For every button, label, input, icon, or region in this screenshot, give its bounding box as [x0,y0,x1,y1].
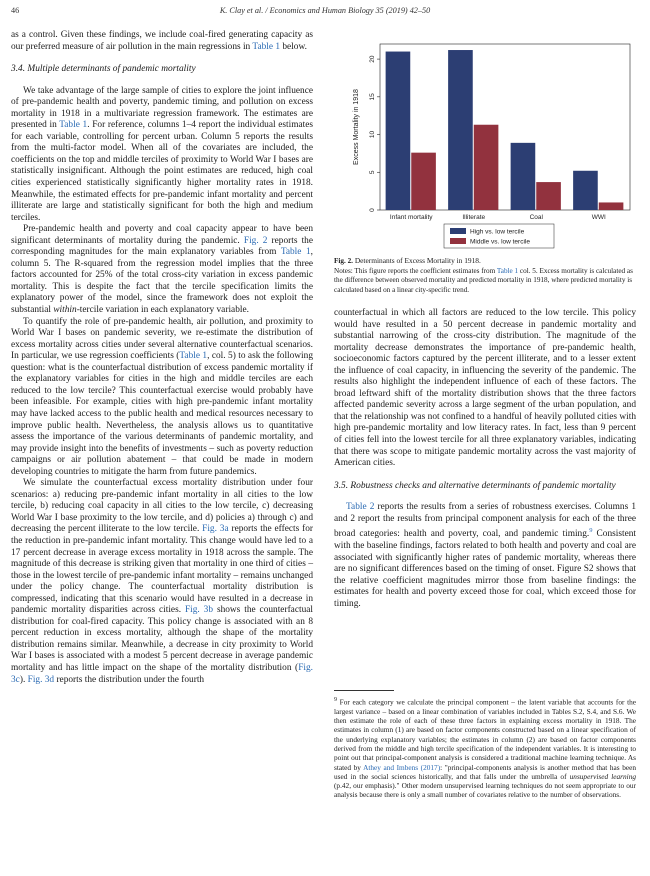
paragraph: Table 2 reports the results from a series of robustness exercises. Columns 1 and 2 report the results from principal component analysis for each of the three broad categories: health and poverty, coal, and pandemic timing.$^9$ Consistent with the baseline findings, factors related to both health and poverty and coal are associated with significantly higher rates of pandemic mortality, whereas there are no significant differences based on the timing of onset. Figure S2 shows that the relative coefficient magnitudes mirror those from baseline findings: the estimates for health and poverty exceed those for coal, which exceed those for timing. [334,502,637,609]
figure-link[interactable]: Fig. 3d [27,674,55,685]
footnote: $^9$ For each category we calculate the principal component – the latent variable that accounts for the largest variance – based on a linear combination of variables included in Tables S.2, S.4, and S.6. We then estimate the role of each of these three factors in explaining excess mortality in 1918. The estimates in column (1) are based on factor components constructed based on a linear specification of the underlying explanatory variables; the estimates in column (2) are based on factor components derived from the middle and high tercile specification of the independent variables. It is interesting to point out that principal-component analysis is considered a traditional machine learning technique. As stated by Athey and Imbens (2017): "principal-components analysis is another method that has been used in the social sciences historically, and that falls under the umbrella of unsupervised learning (p.42, our emphasis)." Other modern unsupervised learning techniques do not seem appropriate to our analysis because there is only a small number of covariates relative to the number of observations. [334,697,636,800]
x-tick-label: Illiterate [462,214,486,221]
bar [511,143,536,210]
bar [474,125,499,210]
y-tick-label: 0 [369,208,376,212]
y-axis-label: Excess Mortality in 1918 [353,89,360,165]
bar [536,182,561,210]
x-tick-label: WWI [591,214,606,221]
y-tick-label: 20 [369,55,376,63]
table-link[interactable]: Table 2 [346,502,375,513]
figure-2 [334,14,636,254]
legend-swatch [450,228,466,234]
section-heading: 3.5. Robustness checks and alternative determinants of pandemic mortality [334,480,616,491]
figure-link[interactable]: Fig. 3a [202,524,229,535]
citation-link[interactable]: Athey and Imbens (2017) [363,762,441,772]
footnote-divider [334,690,394,691]
caption-title: Determinants of Excess Mortality in 1918. [352,256,481,265]
legend-label: Middle vs. low tercile [470,238,530,246]
figure-link[interactable]: Fig. 3b [184,605,214,616]
caption-notes: Notes: This figure reports the coefficient estimates from Table 1 col. 5. Excess mortality is calculated as the difference between observed mortality and predicted mortality in 1918, where predicted mortality is calculated based on a linear city-specific trend. [334,266,633,294]
running-head: K. Clay et al. / Economics and Human Biology 35 (2019) 42–50 [219,6,431,15]
bar-chart [334,14,636,254]
y-tick-label: 10 [369,130,376,139]
figure-link[interactable]: Fig. 2 [243,235,268,246]
paragraph: We take advantage of the large sample of cities to explore the joint influence of pre-pandemic health and poverty, pandemic timing, and pollution on excess mortality in 1918 in a multivariate regression framework. The estimates are presented in Table 1. For reference, columns 1–4 report the individual estimates for each variable, controlling for percent urban. Column 5 reports the results from the multi-factor model. When all of the covariates are included, the coefficients on the top and middle terciles of proximity to World War I bases are statistically insignificant. Although the point estimates are reduced, high coal cities experienced statistically significantly higher mortality rates in 1918. Meanwhile, the estimated effects for pre-pandemic infant mortality and percent illiterate are large and statistically significant for both the high and medium terciles. [11,85,313,223]
figure-link[interactable]: Fig. 3c [11,662,313,685]
x-tick-label: Infant mortality [389,214,433,221]
paragraph: To quantify the role of pre-pandemic health, air pollution, and proximity to World War I bases on pandemic severity, we re-estimate the distribution of excess mortality across cities under several alternative counterfactual scenarios. In particular, we use regression coefficients (Table 1, col. 5) to ask the following question: what is the counterfactual distribution of excess pandemic mortality if the explanatory variables for cities in the high and middle terciles are each reduced to the low tercile? This counterfactual exercise would probably have been infeasible. For example, cities with high pre-pandemic infant mortality may have lacked access to the public health and medical resources necessary to improve public health. Nevertheless, the analysis allows us to quantitative assess the importance of the various determinants of pandemic mortality, and may provide insight into the benefits of investments – such as poverty reduction campaigns or air pollution abatement – that could be made in modern developing countries to mitigate the harm from future pandemics. [11,316,313,477]
section-heading: 3.4. Multiple determinants of pandemic mortality [11,64,196,75]
legend-label: High vs. low tercile [470,228,525,236]
table-link[interactable]: Table 1 [179,351,208,362]
paragraph: We simulate the counterfactual excess mortality distribution under four scenarios: a) reducing pre-pandemic infant mortality in all cities to the low tercile, b) reducing coal capacity in all cities to the low tercile, c) decreasing World War I base proximity to the low tercile, and d) policies a) through c) and decreasing the percent illiterate to the low tercile. Fig. 3a reports the effects for the reduction in pre-pandemic infant mortality. This change would have led to a 17 percent decrease in average excess mortality in 1918 across the sample. The magnitude of this decrease is striking given that mortality in one third of cities – those in the lowest tercile of pre-pandemic infant mortality – remains unchanged under the policy change. The counterfactual mortality distribution is compressed, indicating that this scenario would have resulted in a decrease in pandemic mortality disparities across cities. Fig. 3b shows the counterfactual distribution for coal-fired capacity. This policy change is associated with an 8 percent reduction in excess mortality, although the shape of the mortality distribution remains similar. Meanwhile, a decrease in city proximity to World War I bases is associated with a modest 5 percent decrease in average pandemic mortality and has little impact on the shape of the mortality distribution (Fig. 3c). Fig. 3d reports the distribution under the fourth [11,478,313,685]
x-tick-label: Coal [529,214,543,221]
y-tick-label: 15 [369,93,376,101]
table-link[interactable]: Table 1 [280,247,311,258]
legend-swatch [450,238,466,244]
caption-label: Fig. 2. [334,257,353,265]
bar [573,171,598,210]
figure-caption [334,256,636,295]
y-tick-label: 5 [369,170,376,175]
right-column [334,308,636,610]
bar [386,52,411,210]
bar [599,202,624,210]
footnote-mark: 9 [334,697,337,703]
left-column [11,30,313,686]
table-link[interactable]: Table 1 [59,120,88,131]
table-link[interactable]: Table 1 [496,266,519,275]
bar [448,50,473,210]
paragraph: as a control. Given these findings, we include coal-fired generating capacity as our preferred measure of air pollution in the main regressions in Table 1 below. [11,30,313,52]
page-number: 46 [11,6,20,15]
table-link[interactable]: Table 1 [252,41,281,52]
bar [411,153,436,210]
paragraph: counterfactual in which all factors are reduced to the low tercile. This policy would have resulted in a 50 percent decrease in pandemic mortality and substantial narrowing of the cross-city distribution. The magnitude of the mortality decrease demonstrates the importance of pre-pandemic health, socioeconomic factors captured by the percent illiterate, and to a lesser extent the influence of coal capacity, in influencing the severity of the pandemic. The results also highlight the independent influence of each of these factors. The broad leftward shift of the mortality distribution shows that the three factors affected pandemic severity across a large segment of the urban population, and that the relationship was not confined to a handful of heavily polluted cities with high pre-pandemic mortality and low literacy rates. In fact, less than 9 percent of cities fell into the lowest tercile for all three explanatory variables, indicating that there was scope to mitigate pandemic mortality across the vast majority of American cities. [334,308,636,469]
footnote-ref[interactable]: 9 [589,527,593,535]
paragraph: Pre-pandemic health and poverty and coal capacity appear to have been significant determinants of mortality during the pandemic. Fig. 2 reports the corresponding magnitudes for the main explanatory variables from Table 1, column 5. The R-squared from the regression model implies that the three factors accounted for 25% of the total cross-city variation in excess pandemic mortality. This is despite the fact that the tercile specification limits the explanatory power of the model, since the framework does not exploit the substantial within-tercile variation in each explanatory variable. [11,224,314,316]
